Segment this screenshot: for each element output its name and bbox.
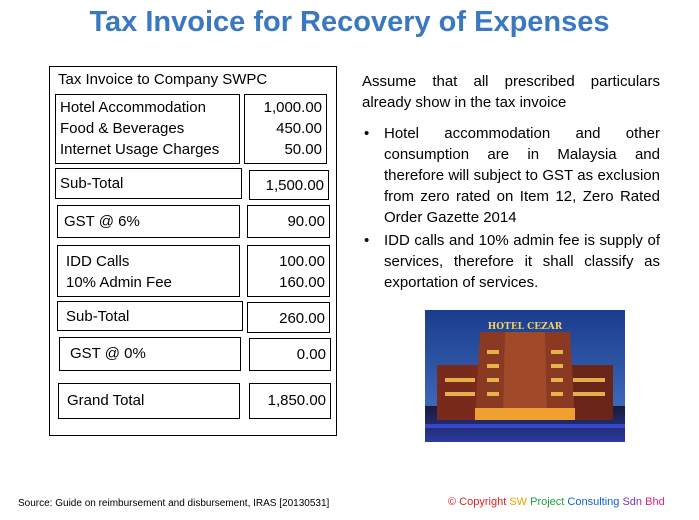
notes-bullet-item — [362, 230, 660, 293]
notes-panel — [362, 71, 660, 295]
bullet-text: IDD calls and 10% admin fee is supply of services, therefore it shall classify as exportation of services. — [384, 232, 660, 291]
item-label: IDD Calls — [66, 253, 130, 270]
notes-bullet-item — [362, 123, 660, 228]
bullet-icon: • — [364, 125, 370, 142]
copyright-word: SW — [509, 496, 528, 508]
subtotal2-amount: 260.00 — [247, 302, 330, 333]
gst6-amount: 90.00 — [247, 205, 330, 238]
item-amount: 50.00 — [284, 141, 322, 158]
item-label: 10% Admin Fee — [66, 274, 172, 291]
subtotal1-amount: 1,500.00 — [249, 170, 329, 200]
item-label: Food & Beverages — [60, 120, 185, 137]
copyright-symbol: © — [448, 496, 457, 508]
invoice-header: Tax Invoice to Company SWPC — [58, 71, 268, 88]
copyright-word: Project — [530, 496, 565, 508]
hotel-sign: HOTEL CEZAR — [487, 322, 563, 332]
subtotal1-label: Sub-Total — [55, 168, 242, 199]
items2-amount-box — [247, 245, 330, 297]
items-amount-box — [244, 94, 327, 164]
item-amount: 160.00 — [279, 274, 325, 291]
copyright-word: Copyright — [459, 496, 507, 508]
gst0-amount: 0.00 — [249, 338, 331, 371]
item-amount: 450.00 — [276, 120, 322, 137]
bullet-text: Hotel accommodation and other consumption are in Malaysia and therefore will subject to GST as exclusion from zero rated on Item 12, Zero Rated Order Gazette 2014 — [384, 125, 660, 226]
item-amount: 100.00 — [279, 253, 325, 270]
copyright-note — [448, 496, 665, 508]
items2-label-box — [57, 245, 240, 297]
items-label-box — [55, 94, 240, 164]
hotel-photo — [425, 310, 625, 442]
bullet-icon: • — [364, 232, 370, 249]
grand-total-label: Grand Total — [58, 383, 240, 419]
item-label: Internet Usage Charges — [60, 141, 220, 158]
item-label: Hotel Accommodation — [60, 99, 206, 116]
copyright-word: Consulting — [567, 496, 620, 508]
copyright-word: Bhd — [645, 496, 665, 508]
notes-intro: Assume that all prescribed particulars already show in the tax invoice — [362, 73, 660, 111]
slide-title: Tax Invoice for Recovery of Expenses — [89, 6, 610, 38]
gst0-label: GST @ 0% — [59, 337, 241, 371]
gst6-label: GST @ 6% — [57, 205, 240, 238]
notes-list — [362, 123, 660, 293]
item-amount: 1,000.00 — [263, 99, 322, 116]
grand-total-amount: 1,850.00 — [249, 383, 331, 419]
copyright-word: Sdn — [622, 496, 643, 508]
subtotal2-label: Sub-Total — [57, 301, 243, 331]
source-note: Source: Guide on reimbursement and disbursement, IRAS [20130531] — [18, 498, 330, 509]
